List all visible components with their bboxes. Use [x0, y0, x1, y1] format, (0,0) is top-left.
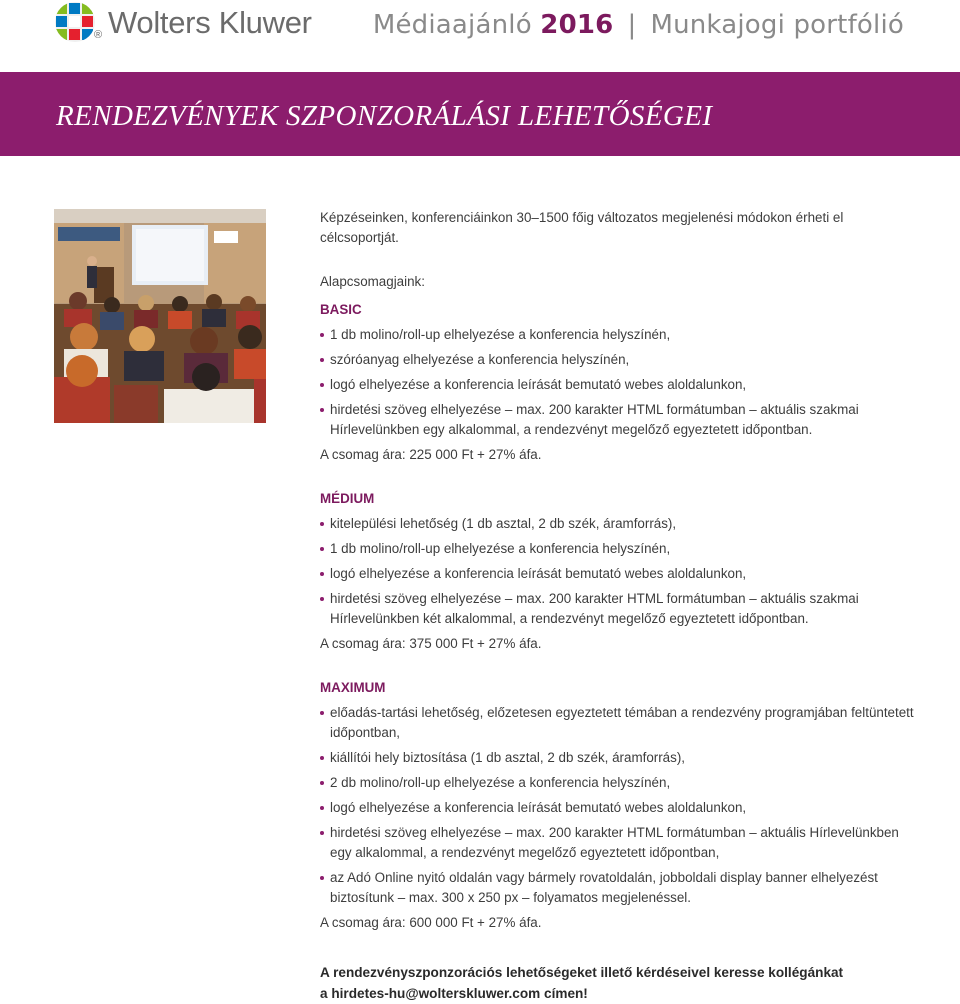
- package-items: [320, 703, 920, 908]
- list-item: az Adó Online nyitó oldalán vagy bármely rovatoldalán, jobboldali display banner elhelyezést biztosítunk – max. 300 x 250 px – folyamatos megjelenéssel.: [320, 868, 920, 908]
- list-item: előadás-tartási lehetőség, előzetesen egyeztetett témában a rendezvény programjában feltüntetett időpontban,: [320, 703, 920, 743]
- list-item: hirdetési szöveg elhelyezése – max. 200 karakter HTML formátumban – aktuális szakmai Hírlevelünkben két alkalommal, a rendezvényt megelőző egyeztetett időpontban.: [320, 589, 920, 629]
- contact-note: [320, 962, 920, 1004]
- package-title: MAXIMUM: [320, 680, 386, 695]
- list-item: szóróanyag elhelyezése a konferencia helyszínén,: [320, 350, 920, 370]
- globe-grid-icon: [54, 1, 96, 43]
- list-item: 1 db molino/roll-up elhelyezése a konferencia helyszínén,: [320, 539, 920, 559]
- package-price: A csomag ára: 225 000 Ft + 27% áfa.: [320, 447, 542, 462]
- package-basic: [320, 300, 920, 465]
- main-content: [320, 208, 920, 957]
- header-title-prefix: Médiaajánló: [372, 10, 532, 40]
- header-separator: |: [627, 10, 637, 40]
- list-item: logó elhelyezése a konferencia leírását bemutató webes aloldalunkon,: [320, 564, 920, 584]
- list-item: logó elhelyezése a konferencia leírását bemutató webes aloldalunkon,: [320, 375, 920, 395]
- list-item: 2 db molino/roll-up elhelyezése a konferencia helyszínén,: [320, 773, 920, 793]
- package-price: A csomag ára: 375 000 Ft + 27% áfa.: [320, 636, 542, 651]
- list-item: logó elhelyezése a konferencia leírását bemutató webes aloldalunkon,: [320, 798, 920, 818]
- package-title: BASIC: [320, 302, 362, 317]
- header-portfolio: Munkajogi portfólió: [650, 10, 904, 40]
- contact-note-line-1: A rendezvényszponzorációs lehetőségeket illető kérdéseivel keresse kollégánkat: [320, 965, 844, 980]
- list-item: 1 db molino/roll-up elhelyezése a konferencia helyszínén,: [320, 325, 920, 345]
- package-price: A csomag ára: 600 000 Ft + 27% áfa.: [320, 915, 542, 930]
- title-banner: [0, 72, 960, 156]
- list-item: kitelepülési lehetőség (1 db asztal, 2 db szék, áramforrás),: [320, 514, 920, 534]
- package-items: [320, 325, 920, 440]
- page-header: [0, 0, 960, 58]
- package-maximum: [320, 678, 920, 933]
- list-item: kiállítói hely biztosítása (1 db asztal, 2 db szék, áramforrás),: [320, 748, 920, 768]
- conference-photo-illustration: [54, 209, 266, 423]
- wolters-kluwer-logo[interactable]: [54, 1, 316, 45]
- registered-mark: ®: [94, 29, 103, 41]
- package-title: MÉDIUM: [320, 491, 375, 506]
- package-items: [320, 514, 920, 629]
- contact-email-line[interactable]: a hirdetes-hu@wolterskluwer.com címen!: [320, 986, 588, 1001]
- package-medium: [320, 489, 920, 654]
- intro-text: Képzéseinken, konferenciáinkon 30–1500 főig változatos megjelenési módokon érheti el célcsoportját.: [320, 210, 844, 245]
- header-year: 2016: [540, 10, 614, 40]
- conference-photo: [54, 209, 266, 423]
- header-title: [373, 10, 904, 40]
- page-title: RENDEZVÉNYEK SZPONZORÁLÁSI LEHETŐSÉGEI: [56, 100, 713, 132]
- brand-name: Wolters Kluwer: [108, 5, 312, 40]
- list-item: hirdetési szöveg elhelyezése – max. 200 karakter HTML formátumban – aktuális szakmai Hírlevelünkben egy alkalommal, a rendezvényt megelőző egyeztetett időpontban.: [320, 400, 920, 440]
- base-packages-label: Alapcsomagjaink:: [320, 274, 425, 289]
- list-item: hirdetési szöveg elhelyezése – max. 200 karakter HTML formátumban – aktuális Hírlevelünkben egy alkalommal, a rendezvényt megelőző egyeztetett időpontban,: [320, 823, 920, 863]
